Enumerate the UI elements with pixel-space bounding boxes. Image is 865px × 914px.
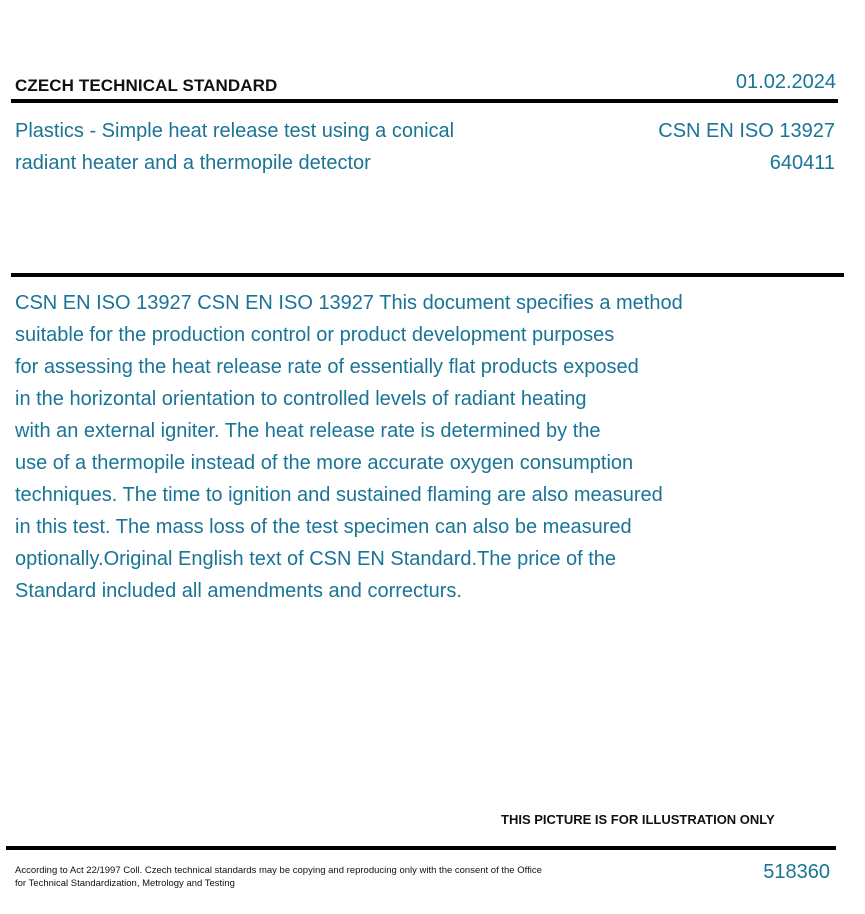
top-divider [11,99,838,103]
catalog-number: 518360 [763,861,830,883]
description-line: in this test. The mass loss of the test specimen can also be measured [15,516,632,538]
description-line: CSN EN ISO 13927 CSN EN ISO 13927 This document specifies a method [15,292,683,314]
description-line: suitable for the production control or product development purposes [15,324,615,346]
description-line: optionally.Original English text of CSN EN Standard.The price of the [15,548,617,570]
standard-code: CSN EN ISO 13927 [658,120,835,142]
illustration-disclaimer: THIS PICTURE IS FOR ILLUSTRATION ONLY [501,812,775,827]
standard-description [15,287,755,607]
description-line: Standard included all amendments and correcturs. [15,580,462,602]
legal-notice-line: for Technical Standardization, Metrology and Testing [15,878,235,889]
standard-identifiers [658,115,835,179]
description-line: in the horizontal orientation to controlled levels of radiant heating [15,388,587,410]
description-line: for assessing the heat release rate of essentially flat products exposed [15,356,639,378]
legal-notice [15,864,615,890]
middle-divider [11,273,844,277]
classification-number: 640411 [769,152,835,174]
bottom-divider [6,846,836,850]
standard-title [15,115,535,179]
standard-title-line: radiant heater and a thermopile detector [15,152,371,174]
description-line: with an external igniter. The heat release rate is determined by the [15,420,601,442]
publication-date: 01.02.2024 [735,71,836,93]
document-type-heading: CZECH TECHNICAL STANDARD [15,76,278,95]
description-line: use of a thermopile instead of the more accurate oxygen consumption [15,452,634,474]
legal-notice-line: According to Act 22/1997 Coll. Czech technical standards may be copying and reproducing only with the consent of the Office [15,865,542,876]
standard-title-line: Plastics - Simple heat release test using a conical [15,120,455,142]
description-line: techniques. The time to ignition and sustained flaming are also measured [15,484,663,506]
